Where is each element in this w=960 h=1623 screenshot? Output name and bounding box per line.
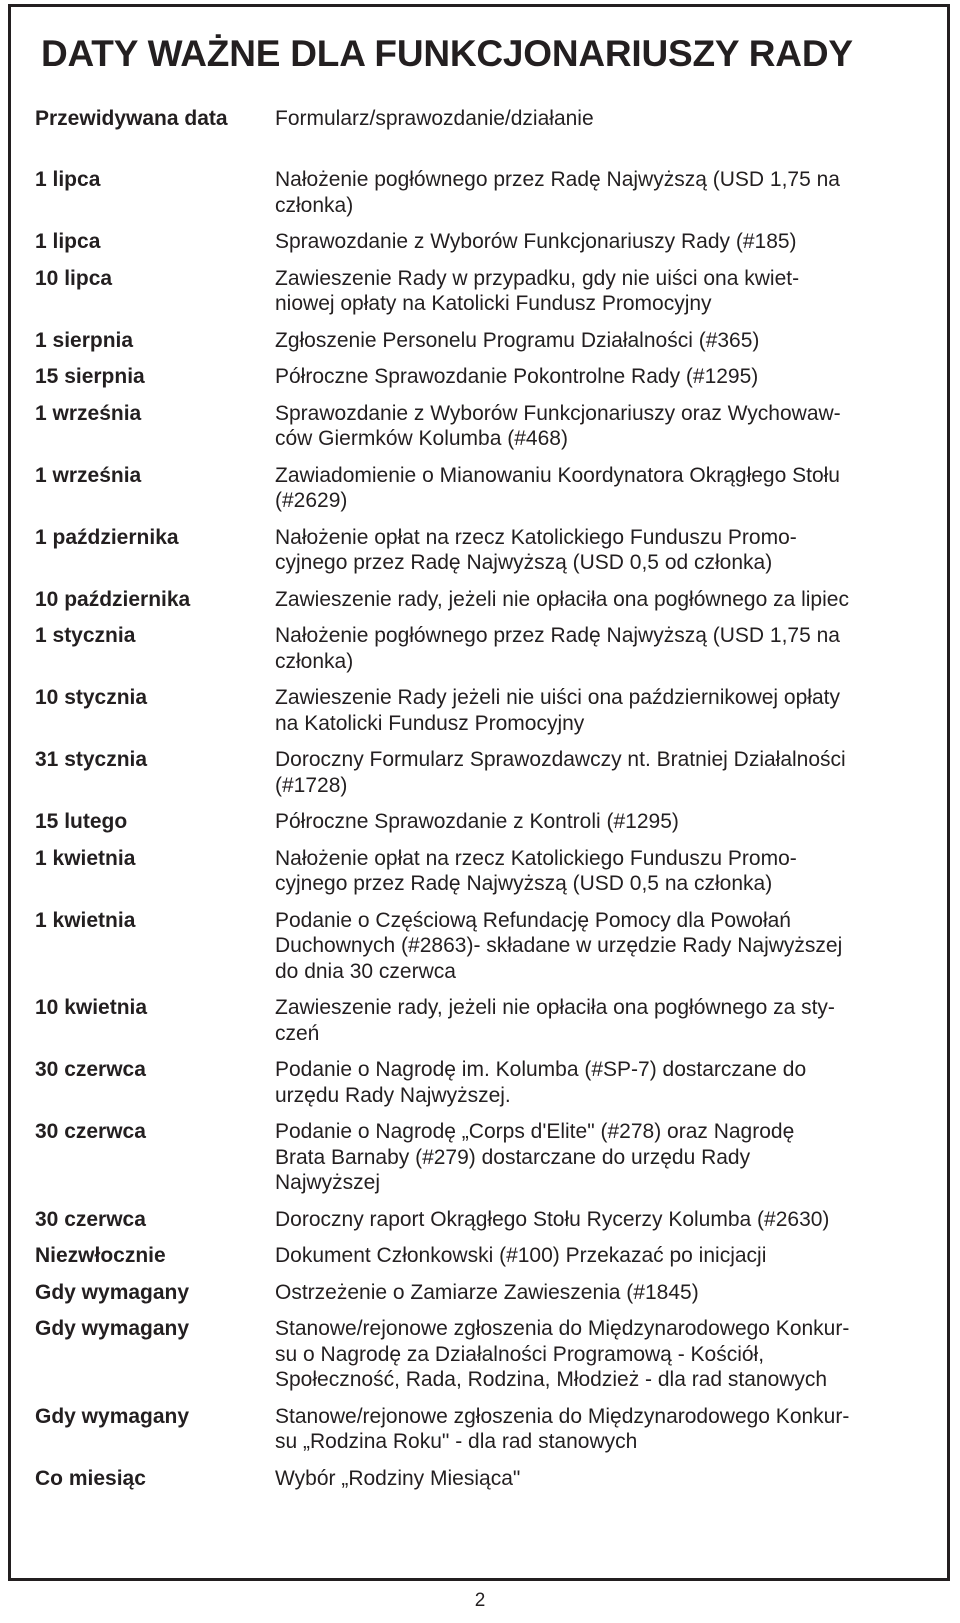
entry-description-line: Stanowe/rejonowe zgłoszenia do Międzynarodowego Konkur- bbox=[275, 1317, 850, 1340]
entry-date: 15 sierpnia bbox=[35, 365, 145, 388]
entry-description bbox=[275, 1119, 915, 1196]
schedule-entry bbox=[35, 364, 935, 390]
entry-description-line: Zawieszenie rady, jeżeli nie opłaciła ona pogłównego za sty- bbox=[275, 996, 835, 1019]
entry-description-line: Nałożenie opłat na rzecz Katolickiego Funduszu Promo- bbox=[275, 525, 797, 549]
entry-description-line: Doroczny Formularz Sprawozdawczy nt. Bratniej Działalności bbox=[275, 748, 846, 771]
entry-description-line: Doroczny raport Okrągłego Stołu Rycerzy Kolumba (#2630) bbox=[275, 1207, 830, 1231]
schedule-entry bbox=[35, 623, 935, 674]
schedule-entry bbox=[35, 266, 935, 317]
schedule-entry bbox=[35, 1119, 935, 1196]
entry-description-line: Zawiadomienie o Mianowaniu Koordynatora Okrągłego Stołu bbox=[275, 463, 840, 487]
entry-description bbox=[275, 846, 915, 897]
entry-description-line: Zgłoszenie Personelu Programu Działalności (#365) bbox=[275, 328, 760, 352]
entry-description-line: do dnia 30 czerwca bbox=[275, 959, 456, 983]
entry-description-line: Stanowe/rejonowe zgłoszenia do Międzynarodowego Konkur- bbox=[275, 1404, 850, 1428]
entry-description-line: Duchownych (#2863)- składane w urzędzie Rady Najwyższej bbox=[275, 934, 843, 957]
entry-date: 1 lipca bbox=[35, 168, 101, 191]
entry-description-line: członka) bbox=[275, 649, 354, 673]
entry-description bbox=[275, 401, 915, 452]
schedule-entry bbox=[35, 463, 935, 514]
entry-description bbox=[275, 1404, 915, 1455]
entry-description bbox=[275, 995, 915, 1046]
entry-description bbox=[275, 587, 915, 613]
entry-date: 30 czerwca bbox=[35, 1207, 146, 1231]
entry-description-line: Nałożenie pogłównego przez Radę Najwyższą (USD 1,75 na bbox=[275, 168, 840, 191]
entry-description bbox=[275, 1243, 915, 1269]
entry-date: 10 stycznia bbox=[35, 686, 148, 709]
schedule-entry bbox=[35, 685, 935, 736]
schedule-entry bbox=[35, 1207, 935, 1233]
entry-date: 10 października bbox=[35, 587, 191, 611]
entry-date: Gdy wymagany bbox=[35, 1404, 190, 1428]
entry-description-line: Zawieszenie Rady jeżeli nie uiści ona październikowej opłaty bbox=[275, 686, 840, 709]
schedule-entry bbox=[35, 747, 935, 798]
entry-date: 1 lipca bbox=[35, 230, 101, 253]
entry-description-line: członka) bbox=[275, 193, 354, 217]
entry-description-line: niowej opłaty na Katolicki Fundusz Promocyjny bbox=[275, 292, 712, 315]
entry-description-line: su „Rodzina Roku" - dla rad stanowych bbox=[275, 1430, 638, 1453]
entry-description-line: Podanie o Częściową Refundację Pomocy dla Powołań bbox=[275, 908, 791, 932]
entry-date: Gdy wymagany bbox=[35, 1317, 190, 1340]
entry-date: 30 czerwca bbox=[35, 1058, 146, 1081]
entry-description-line: su o Nagrodę za Działalności Programową - Kościół, bbox=[275, 1342, 765, 1366]
entry-description bbox=[275, 1207, 915, 1233]
entry-description bbox=[275, 364, 915, 390]
schedule-entry bbox=[35, 328, 935, 354]
entry-date: 1 września bbox=[35, 463, 142, 487]
schedule-list bbox=[35, 167, 935, 1502]
entry-date: 1 października bbox=[35, 525, 179, 549]
date-column-header: Przewidywana data bbox=[35, 107, 228, 130]
entry-description-line: Sprawozdanie z Wyborów Funkcjonariuszy Rady (#185) bbox=[275, 230, 797, 253]
entry-description bbox=[275, 266, 915, 317]
entry-description-line: Półroczne Sprawozdanie z Kontroli (#1295) bbox=[275, 810, 679, 833]
entry-description bbox=[275, 747, 915, 798]
schedule-entry bbox=[35, 809, 935, 835]
entry-description-line: Sprawozdanie z Wyborów Funkcjonariuszy oraz Wychowaw- bbox=[275, 401, 841, 425]
entry-description bbox=[275, 1057, 915, 1108]
entry-description-line: Półroczne Sprawozdanie Pokontrolne Rady (#1295) bbox=[275, 365, 759, 388]
entry-description-line: Wybór „Rodziny Miesiąca" bbox=[275, 1466, 521, 1490]
entry-date: 31 stycznia bbox=[35, 748, 148, 771]
entry-description-line: Nałożenie opłat na rzecz Katolickiego Funduszu Promo- bbox=[275, 846, 797, 870]
schedule-entry bbox=[35, 587, 935, 613]
entry-date: 15 lutego bbox=[35, 810, 128, 833]
entry-description bbox=[275, 623, 915, 674]
entry-description-line: (#1728) bbox=[275, 773, 348, 797]
schedule-entry bbox=[35, 908, 935, 985]
entry-description bbox=[275, 167, 915, 218]
entry-date: 30 czerwca bbox=[35, 1120, 146, 1143]
entry-description-line: Dokument Członkowski (#100) Przekazać po inicjacji bbox=[275, 1244, 767, 1267]
entry-description-line: Zawieszenie Rady w przypadku, gdy nie uiści ona kwiet- bbox=[275, 266, 800, 290]
entry-description-line: czeń bbox=[275, 1021, 320, 1045]
entry-description-line: cyjnego przez Radę Najwyższą (USD 0,5 od członka) bbox=[275, 551, 773, 574]
entry-description-line: Zawieszenie rady, jeżeli nie opłaciła ona pogłównego za lipiec bbox=[275, 587, 849, 611]
schedule-entry bbox=[35, 1466, 935, 1492]
entry-date: Co miesiąc bbox=[35, 1466, 146, 1490]
entry-date: 1 września bbox=[35, 401, 142, 425]
entry-description-line: Społeczność, Rada, Rodzina, Młodzież - dla rad stanowych bbox=[275, 1368, 828, 1391]
schedule-entry bbox=[35, 525, 935, 576]
entry-description-line: Ostrzeżenie o Zamiarze Zawieszenia (#1845) bbox=[275, 1280, 699, 1304]
schedule-entry bbox=[35, 1057, 935, 1108]
entry-date: 1 sierpnia bbox=[35, 328, 134, 352]
entry-date: 1 kwietnia bbox=[35, 846, 136, 870]
entry-date: Niezwłocznie bbox=[35, 1244, 166, 1267]
entry-date: 10 kwietnia bbox=[35, 996, 148, 1019]
entry-description bbox=[275, 1466, 915, 1492]
entry-description-line: ców Giermków Kolumba (#468) bbox=[275, 427, 568, 450]
entry-description bbox=[275, 908, 915, 985]
schedule-entry bbox=[35, 846, 935, 897]
entry-description bbox=[275, 525, 915, 576]
entry-description bbox=[275, 809, 915, 835]
schedule-entry bbox=[35, 995, 935, 1046]
entry-description bbox=[275, 685, 915, 736]
entry-description bbox=[275, 328, 915, 354]
entry-description-line: Podanie o Nagrodę im. Kolumba (#SP-7) dostarczane do bbox=[275, 1058, 807, 1081]
entry-description bbox=[275, 1316, 915, 1393]
page-title: DATY WAŻNE DLA FUNKCJONARIUSZY RADY bbox=[41, 33, 853, 74]
entry-description bbox=[275, 1280, 915, 1306]
schedule-entry bbox=[35, 229, 935, 255]
schedule-entry bbox=[35, 401, 935, 452]
entry-date: 10 lipca bbox=[35, 266, 113, 290]
entry-description-line: Podanie o Nagrodę „Corps d'Elite" (#278) oraz Nagrodę bbox=[275, 1120, 795, 1143]
entry-date: Gdy wymagany bbox=[35, 1280, 190, 1304]
schedule-entry bbox=[35, 167, 935, 218]
schedule-entry bbox=[35, 1404, 935, 1455]
schedule-entry bbox=[35, 1280, 935, 1306]
schedule-entry bbox=[35, 1316, 935, 1393]
page-frame bbox=[8, 4, 950, 1581]
entry-description-line: urzędu Rady Najwyższej. bbox=[275, 1083, 511, 1107]
form-column-header: Formularz/sprawozdanie/działanie bbox=[275, 107, 594, 130]
entry-description-line: cyjnego przez Radę Najwyższą (USD 0,5 na członka) bbox=[275, 872, 773, 895]
entry-description-line: Brata Barnaby (#279) dostarczane do urzędu Rady bbox=[275, 1145, 751, 1169]
page-number: 2 bbox=[474, 1590, 486, 1611]
entry-description-line: na Katolicki Fundusz Promocyjny bbox=[275, 711, 585, 735]
entry-description-line: (#2629) bbox=[275, 489, 348, 512]
entry-date: 1 kwietnia bbox=[35, 908, 136, 932]
entry-description bbox=[275, 229, 915, 255]
schedule-entry bbox=[35, 1243, 935, 1269]
entry-description bbox=[275, 463, 915, 514]
entry-description-line: Nałożenie pogłównego przez Radę Najwyższą (USD 1,75 na bbox=[275, 624, 840, 647]
entry-date: 1 stycznia bbox=[35, 624, 136, 647]
entry-description-line: Najwyższej bbox=[275, 1171, 381, 1194]
